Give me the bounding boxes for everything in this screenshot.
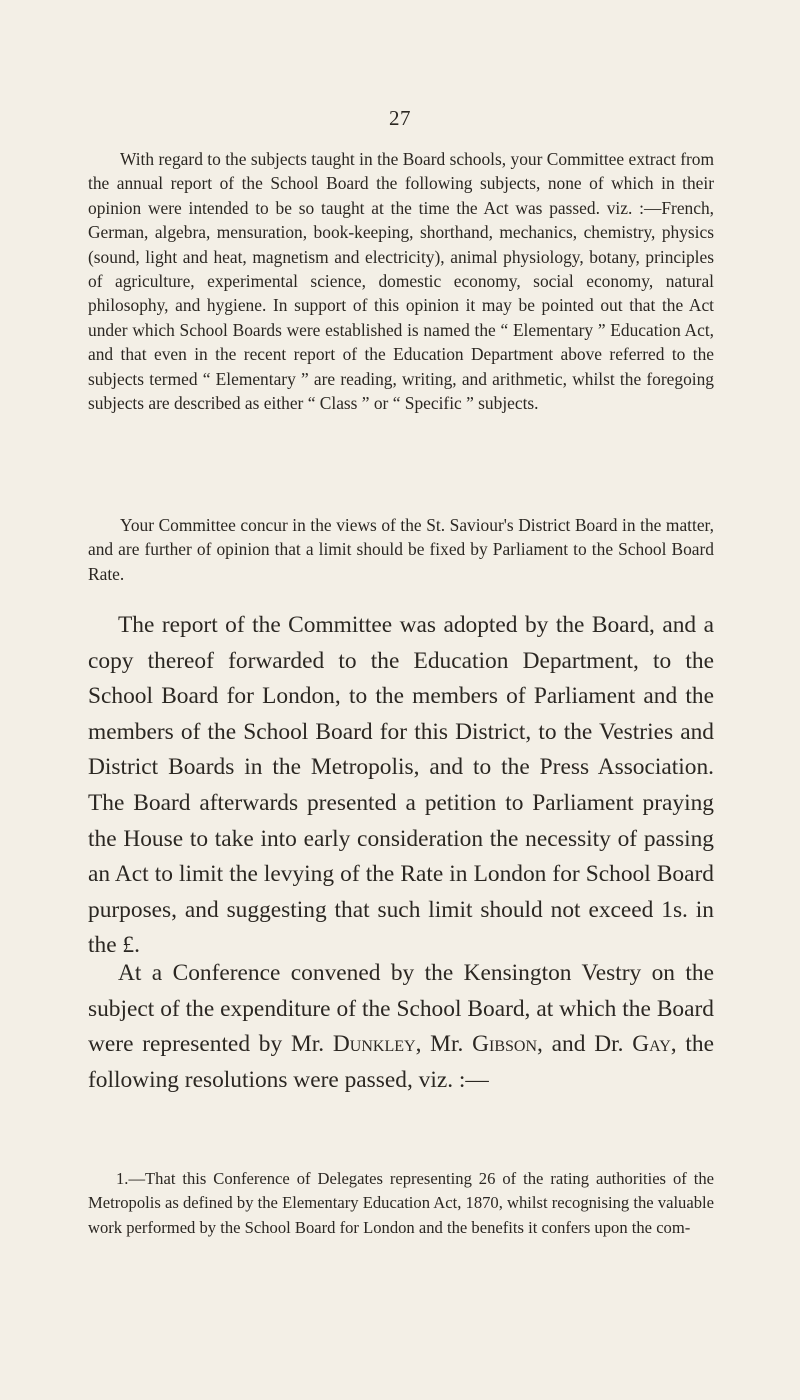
paragraph-committee-concur-text: Your Committee concur in the views of the St. Saviour's District Board in the matter, and are further of opinion that a limit should be fixed by Parliament to the School Board Rate. — [88, 515, 714, 584]
paragraph-committee-concur — [88, 513, 714, 586]
paragraph-conference — [88, 956, 714, 1098]
paragraph-conference-text — [88, 956, 714, 1098]
page-number: 27 — [389, 106, 411, 130]
conference-outro: , the following resolutions were passed, viz. :— — [88, 1031, 714, 1093]
paragraph-report-adopted — [88, 608, 714, 964]
resolution-1-text: 1.—That this Conference of Delegates representing 26 of the rating authorities of the Metropolis as defined by the Elementary Education Act, 1870, whilst recognising the valuable work performed by the School Board for London and the benefits it confers upon the com- — [88, 1169, 714, 1237]
conference-intro: At a Conference convened by the Kensington Vestry on the subject of the expenditure of the School Board, at which the Board were represented by Mr. — [88, 960, 714, 1058]
paragraph-subjects-text: With regard to the subjects taught in the Board schools, your Committee extract from the annual report of the School Board the following subjects, none of which in their opinion were intended to be so taught at the time the Act was passed. viz. :—French, German, algebra, mensuration, book-keeping, shorthand, mechanics, chemistry, physics (sound, light and heat, magnetism and electricity), animal physiology, botany, principles of agriculture, experimental science, domestic economy, social economy, natural philosophy, and hygiene. In support of this opinion it may be pointed out that the Act under which School Boards were established is named the “ Elementary ” Education Act, and that even in the recent report of the Education Department above referred to the subjects termed “ Elementary ” are reading, writing, and arithmetic, whilst the foregoing subjects are described as either “ Class ” or “ Specific ” subjects. — [88, 149, 714, 414]
conference-separator-2: , and Dr. — [537, 1031, 624, 1058]
delegate-name-dunkley: Dunkley — [332, 1031, 416, 1058]
conference-separator-1: , Mr. — [415, 1031, 464, 1058]
resolution-1 — [88, 1167, 714, 1240]
paragraph-subjects — [88, 147, 714, 415]
delegate-name-gibson: Gibson — [472, 1031, 538, 1058]
delegate-name-gay: Gay — [632, 1031, 671, 1058]
paragraph-report-adopted-text: The report of the Committee was adopted by the Board, and a copy thereof forwarded to the Education Department, to the School Board for London, to the members of Parliament and the members of the School Board for this District, to the Vestries and District Boards in the Metropolis, and to the Press Association. The Board afterwards presented a petition to Parliament praying the House to take into early consideration the necessity of passing an Act to limit the levying of the Rate in London for School Board purposes, and suggesting that such limit should not exceed 1s. in the £. — [88, 612, 714, 959]
